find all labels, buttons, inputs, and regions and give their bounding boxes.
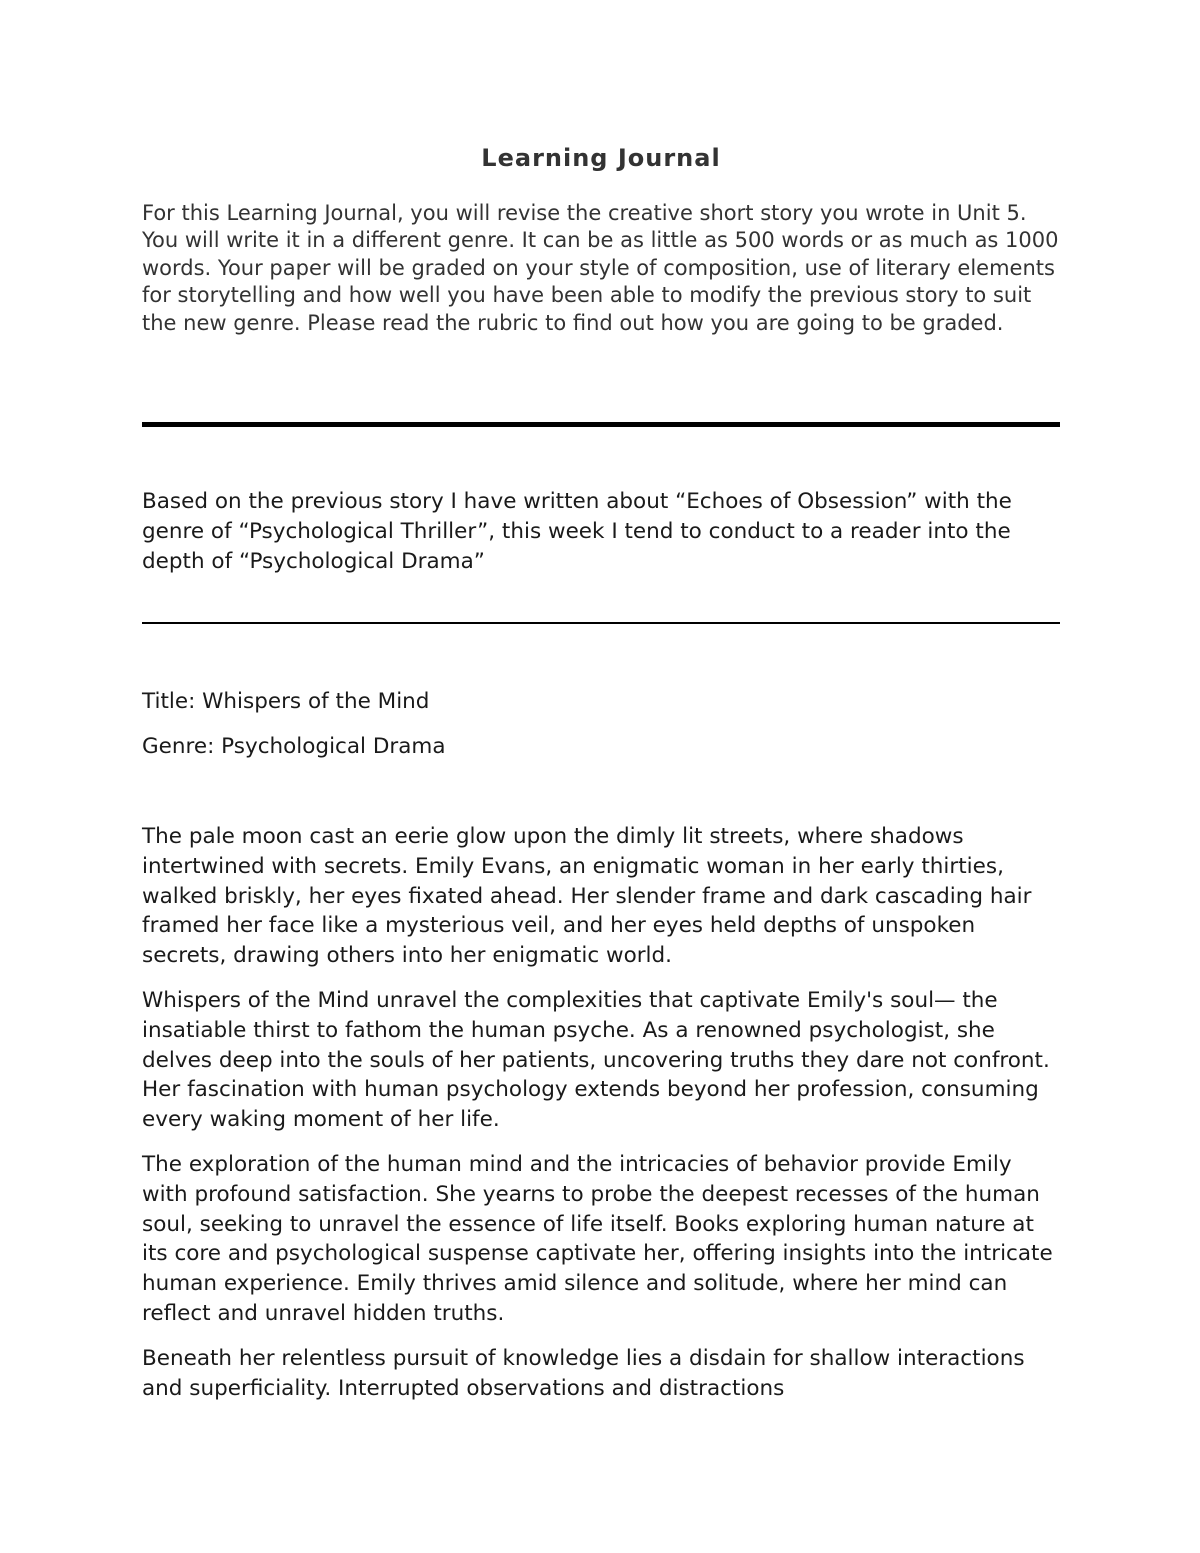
assignment-instructions: For this Learning Journal, you will revise the creative short story you wrote in Unit 5. You will write it in a different genre. It can be as little as 500 words or as much as 1000 words. Your paper will be graded on your style of composition, use of literary elements for storytelling and how well you have been able to modify the previous story to suit the new genre. Please read the rubric to find out how you are going to be graded. [142, 201, 1059, 335]
story-paragraph: Whispers of the Mind unravel the complexities that captivate Emily's soul— the insatiable thirst to fathom the human psyche. As a renowned psychologist, she delves deep into the souls of her patients, uncovering truths they dare not confront. Her fascination with human psychology extends beyond her profession, consuming every waking moment of her life. [142, 987, 1050, 1133]
thin-divider [142, 622, 1060, 624]
story-paragraph: The pale moon cast an eerie glow upon the dimly lit streets, where shadows intertwined with secrets. Emily Evans, an enigmatic woman in her early thirties, walked briskly, her eyes fixated ahead. Her slender frame and dark cascading hair framed her face like a mysterious veil, and her eyes held depths of unspoken secrets, drawing others into her enigmatic world. [142, 824, 1032, 969]
story-body [142, 822, 1060, 1418]
story-paragraph: Beneath her relentless pursuit of knowledge lies a disdain for shallow interactions and superficiality. Interrupted observations and distractions [142, 1345, 1025, 1401]
story-paragraph: The exploration of the human mind and the intricacies of behavior provide Emily with profound satisfaction. She yearns to probe the deepest recesses of the human soul, seeking to unravel the essence of life itself. Books exploring human nature at its core and psychological suspense captivate her, offering insights into the intricate human experience. Emily thrives amid silence and solitude, where her mind can reflect and unravel hidden truths. [142, 1151, 1053, 1326]
document-title: Learning Journal [481, 144, 721, 172]
story-title: Title: Whispers of the Mind [142, 689, 430, 714]
intro-paragraph: Based on the previous story I have written about “Echoes of Obsession” with the genre of “Psychological Thriller”, this week I tend to conduct to a reader into the depth of “Psychological Drama” [142, 489, 1012, 574]
story-genre: Genre: Psychological Drama [142, 734, 446, 759]
thick-divider [142, 422, 1060, 427]
